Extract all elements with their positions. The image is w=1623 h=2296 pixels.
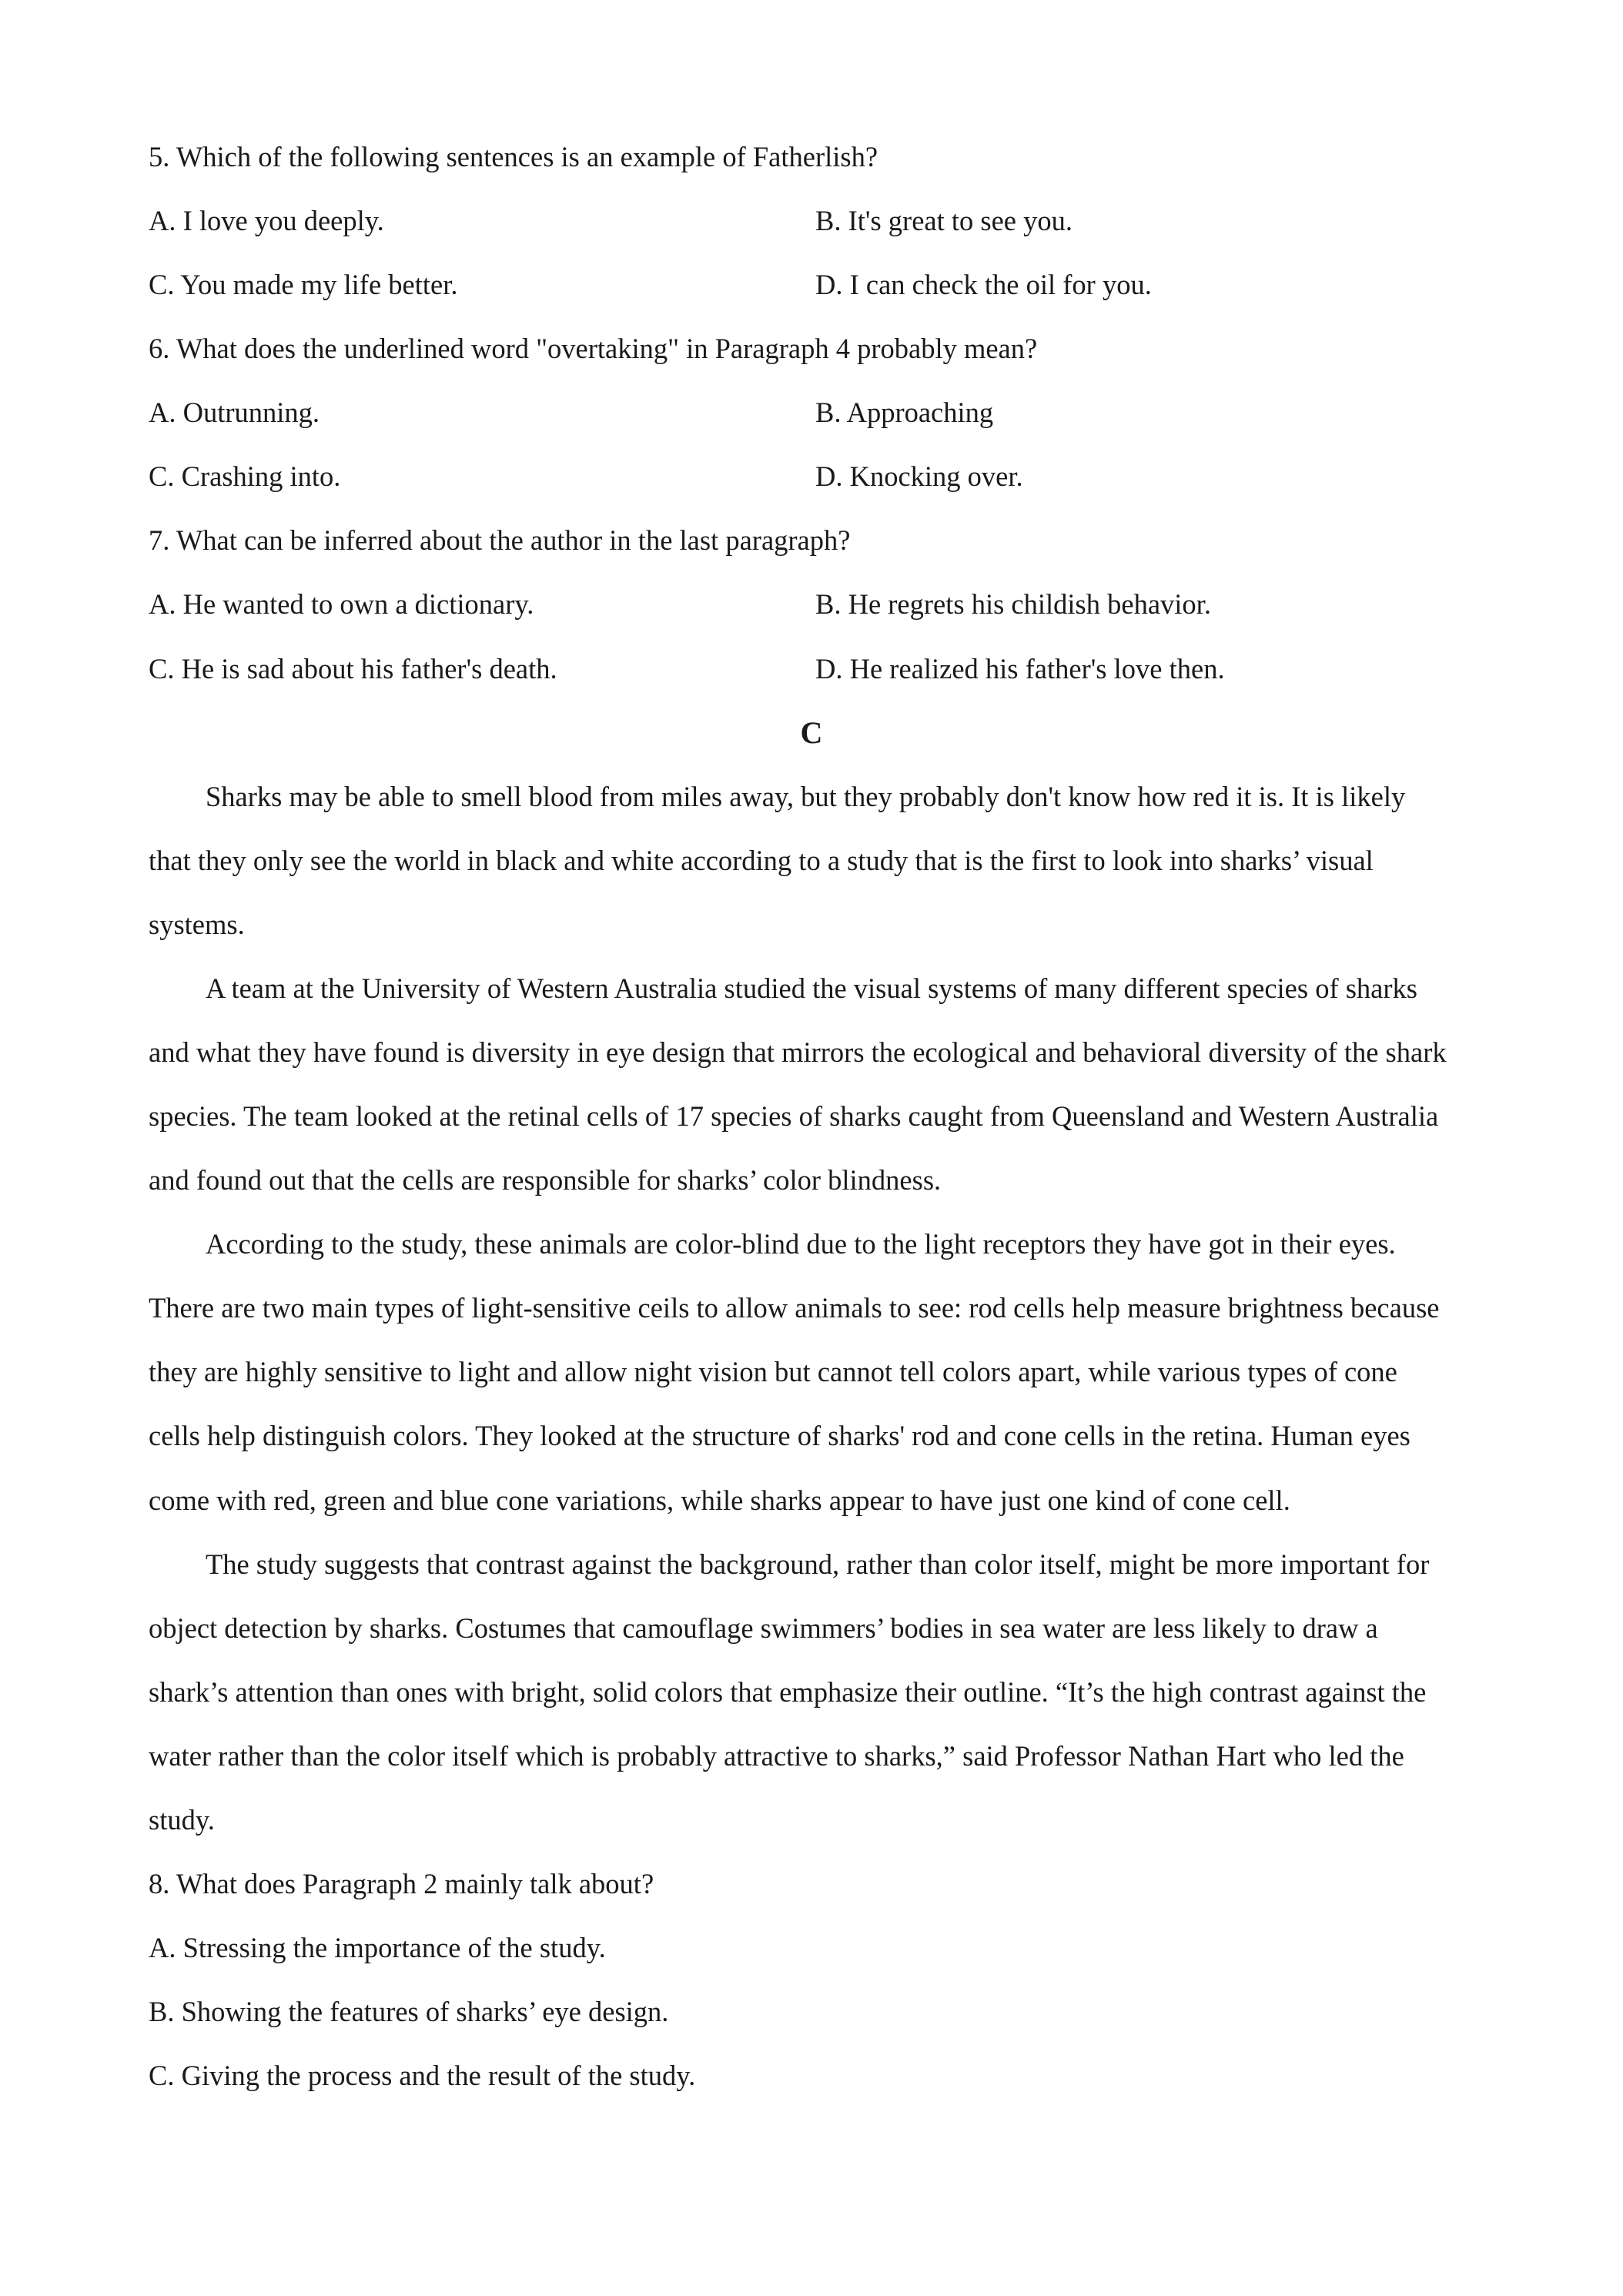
question-7-stem: 7. What can be inferred about the author in the last paragraph? — [149, 524, 851, 556]
question-8-option-b: B. Showing the features of sharks’ eye design. — [149, 1996, 669, 2027]
question-5-stem: 5. Which of the following sentences is an example of Fatherlish? — [149, 141, 878, 172]
question-7-option-d: D. He realized his father's love then. — [815, 653, 1225, 684]
passage-p3-line: cells help distinguish colors. They looked at the structure of sharks' rod and cone cells in the retina. Human eyes — [149, 1420, 1411, 1451]
question-5-option-d: D. I can check the oil for you. — [815, 269, 1152, 300]
passage-p3-line: According to the study, these animals are color-blind due to the light receptors they have got in their eyes. — [206, 1228, 1396, 1260]
question-7-option-a: A. He wanted to own a dictionary. — [149, 588, 534, 620]
passage-p4-line: The study suggests that contrast against the background, rather than color itself, might be more important for — [206, 1548, 1430, 1580]
section-heading: C — [800, 715, 823, 750]
passage-p2-line: and found out that the cells are responsible for sharks’ color blindness. — [149, 1164, 942, 1196]
passage-p2-line: and what they have found is diversity in eye design that mirrors the ecological and behavioral diversity of the shark — [149, 1036, 1447, 1068]
question-8-option-a: A. Stressing the importance of the study. — [149, 1932, 606, 1963]
question-8-stem: 8. What does Paragraph 2 mainly talk about? — [149, 1868, 654, 1899]
question-6-option-b: B. Approaching — [815, 397, 994, 428]
question-6-option-d: D. Knocking over. — [815, 460, 1023, 492]
passage-p1-line: Sharks may be able to smell blood from miles away, but they probably don't know how red it is. It is likely — [206, 781, 1406, 812]
passage-p2-line: A team at the University of Western Australia studied the visual systems of many different species of sharks — [206, 972, 1417, 1004]
question-5-option-c: C. You made my life better. — [149, 269, 458, 300]
passage-p4-line: shark’s attention than ones with bright, solid colors that emphasize their outline. “It’s the high contrast against the — [149, 1676, 1427, 1708]
question-6-option-a: A. Outrunning. — [149, 397, 320, 428]
passage-p3-line: There are two main types of light-sensitive ceils to allow animals to see: rod cells help measure brightness because — [149, 1292, 1440, 1324]
passage-p2-line: species. The team looked at the retinal cells of 17 species of sharks caught from Queensland and Western Australia — [149, 1100, 1439, 1132]
passage-p1-line: that they only see the world in black and white according to a study that is the first to look into sharks’ visual — [149, 845, 1374, 876]
passage-p1-line: systems. — [149, 909, 245, 940]
question-6-option-c: C. Crashing into. — [149, 460, 341, 492]
question-6-stem: 6. What does the underlined word "overtaking" in Paragraph 4 probably mean? — [149, 333, 1038, 364]
question-7-option-c: C. He is sad about his father's death. — [149, 653, 557, 684]
question-5-option-b: B. It's great to see you. — [815, 205, 1073, 236]
passage-p4-line: water rather than the color itself which is probably attractive to sharks,” said Professor Nathan Hart who led the — [149, 1740, 1404, 1772]
question-8-option-c: C. Giving the process and the result of the study. — [149, 2060, 696, 2091]
passage-p4-line: study. — [149, 1804, 215, 1836]
passage-p3-line: come with red, green and blue cone variations, while sharks appear to have just one kind of cone cell. — [149, 1484, 1290, 1516]
question-7-option-b: B. He regrets his childish behavior. — [815, 588, 1211, 620]
passage-p4-line: object detection by sharks. Costumes that camouflage swimmers’ bodies in sea water are less likely to draw a — [149, 1612, 1378, 1644]
question-5-option-a: A. I love you deeply. — [149, 205, 384, 236]
passage-p3-line: they are highly sensitive to light and allow night vision but cannot tell colors apart, while various types of cone — [149, 1356, 1397, 1387]
